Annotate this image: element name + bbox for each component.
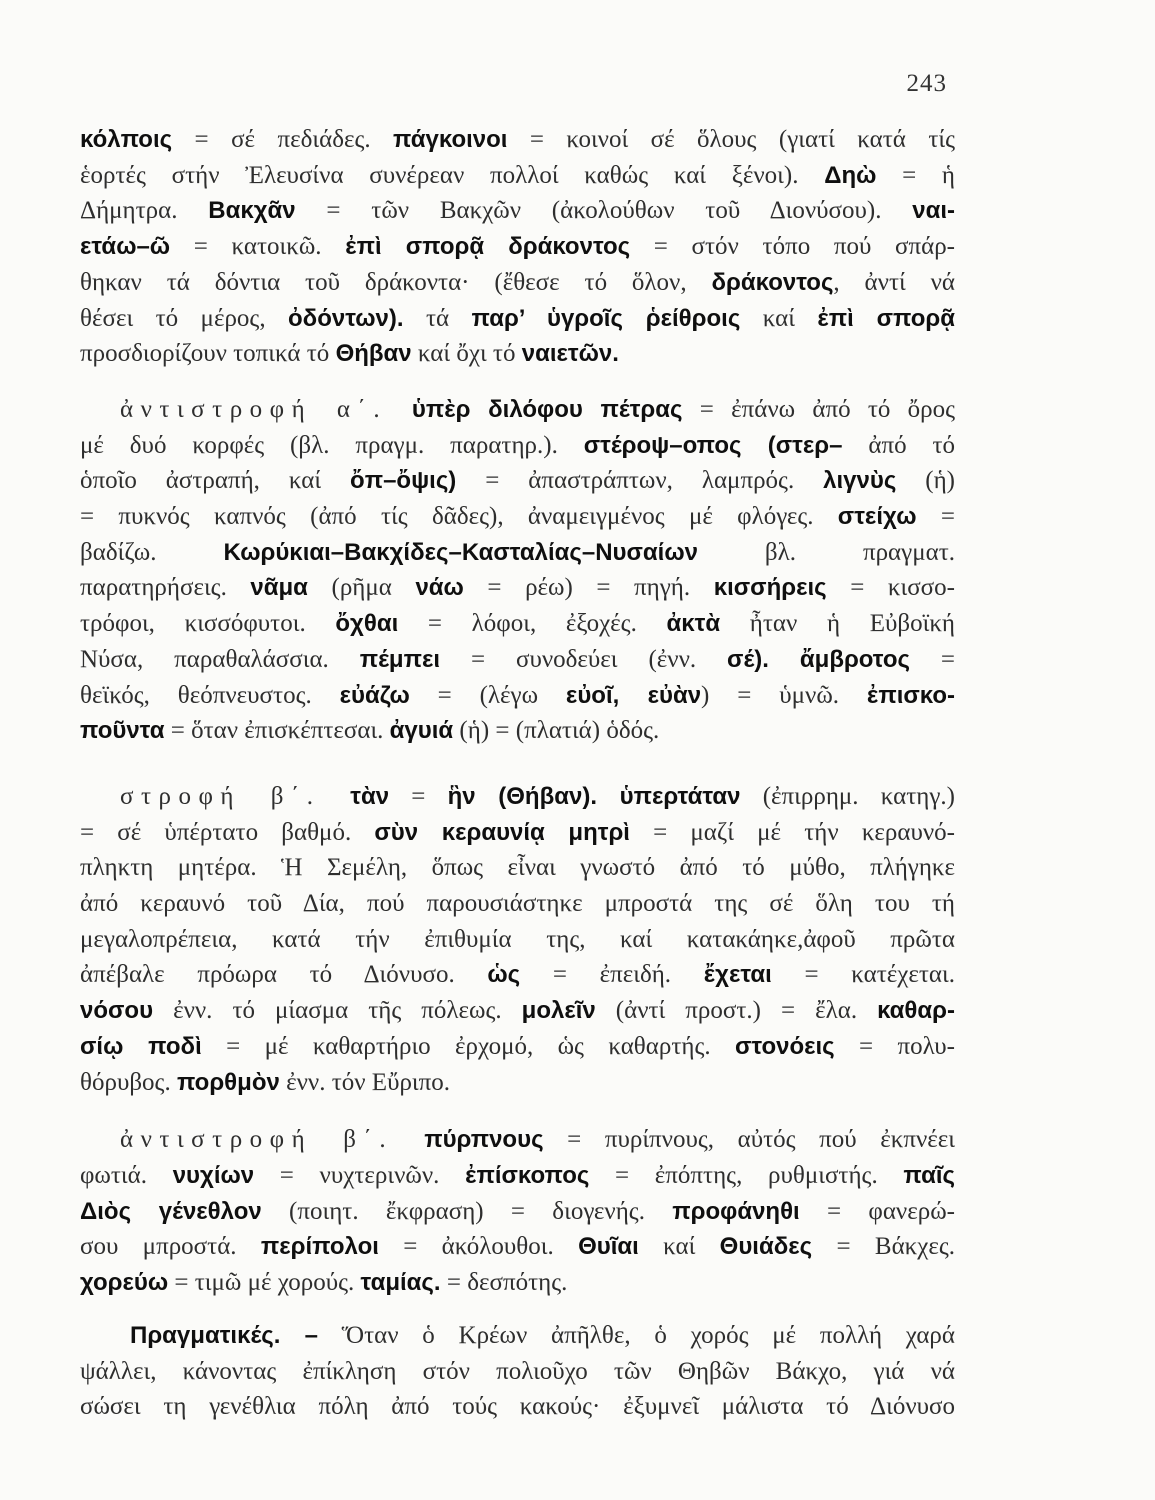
- gloss-text: = Βάκχες.: [812, 1233, 956, 1261]
- gloss-text: = λόφοι, ἐξοχές.: [398, 610, 667, 638]
- text-line: [80, 1389, 955, 1425]
- gloss-text: = ἐπάνω ἀπό τό ὄρος: [682, 395, 955, 423]
- text-line: [80, 229, 955, 265]
- headword: δράκοντος: [711, 268, 834, 296]
- headword: ναι-: [912, 197, 956, 225]
- text-line: [80, 678, 955, 714]
- headword: ὑπὲρ διλόφου πέτρας: [411, 395, 683, 423]
- gloss-text: = (λέγω: [409, 681, 566, 709]
- headword: ἀγυιά: [389, 717, 454, 745]
- gloss-text: ἀπό τό: [842, 431, 955, 459]
- gloss-text: = σέ πεδιάδες.: [172, 126, 394, 153]
- headword: λιγνὺς: [823, 467, 897, 495]
- headword: χορεύω: [80, 1269, 169, 1297]
- gloss-text: καί: [638, 1233, 720, 1261]
- gloss-text: = τιμῶ μέ χορούς.: [168, 1269, 361, 1297]
- headword: ἐπίσκοπος: [465, 1161, 590, 1189]
- gloss-text: ὁποῖο ἀστραπή, καί: [80, 467, 351, 495]
- gloss-text: τρόφοι, κισσόφυτοι.: [80, 610, 336, 638]
- gloss-text: βλ. πραγματ.: [697, 538, 955, 566]
- gloss-text: ἑορτές στήν Ἐλευσίνα συνέρεαν πολλοί καθώς καί ξένοι).: [80, 161, 825, 189]
- gloss-text: = σέ ὑπέρτατο βαθμό.: [80, 818, 375, 846]
- gloss-text: ἀπέβαλε πρόωρα τό Διόνυσο.: [80, 961, 488, 989]
- text-line: [80, 1122, 955, 1158]
- headword: πορθμὸν: [176, 1068, 280, 1096]
- gloss-text: ψάλλει, κάνοντας ἐπίκληση στόν πολιοῦχο τῶν Θηβῶν Βάκχο, γιά νά: [80, 1357, 955, 1385]
- gloss-text: = δεσπότης.: [440, 1269, 568, 1297]
- text-line: [80, 1158, 955, 1194]
- gloss-text: = ὅταν ἐπισκέπτεσαι.: [164, 717, 390, 745]
- text-line: [80, 301, 955, 337]
- text-line: [80, 1065, 955, 1101]
- gloss-text: (ἡ): [896, 467, 955, 495]
- gloss-text: μεγαλοπρέπεια, κατά τήν ἐπιθυμία της, καί κατακάηκε,ἀφοῦ πρῶτα: [80, 925, 955, 953]
- headword: Βακχᾶν: [208, 197, 296, 225]
- gloss-text: = κοινοί σέ ὅλους (γιατί κατά τίς: [507, 126, 955, 153]
- text-line: [80, 265, 955, 301]
- gloss-text: = πολυ-: [834, 1032, 955, 1060]
- headword: σέ).: [727, 645, 769, 673]
- text-line: [80, 570, 955, 606]
- gloss-text: = τῶν Βακχῶν (ἀκολούθων τοῦ Διονύσου).: [295, 197, 913, 225]
- gloss-text: = συνοδεύει (ἐνν.: [440, 645, 728, 673]
- gloss-text: καί: [740, 304, 818, 332]
- headword: νᾶμα: [250, 574, 308, 602]
- gloss-text: = ἡ: [876, 161, 955, 189]
- gloss-text: (ἡ) = (πλατιά) ὁδός.: [453, 717, 660, 745]
- gloss-text: = ἀκόλουθοι.: [378, 1233, 579, 1261]
- headword: ἀκτὰ: [666, 610, 721, 638]
- headword: Θυῖαι: [578, 1233, 639, 1261]
- gloss-text: ἐνν. τό μίασμα τῆς πόλεως.: [153, 997, 522, 1025]
- headword: Κωρύκιαι–Βακχίδες–Κασταλίας–Νυσαίων: [223, 538, 698, 566]
- text-line: [80, 1354, 955, 1390]
- text-line: [80, 886, 955, 922]
- gloss-text: θηκαν τά δόντια τοῦ δράκοντα· (ἔθεσε τό ὅλον,: [80, 268, 712, 296]
- gloss-text: = κισσο-: [826, 574, 955, 602]
- headword: πάγκοινοι: [393, 126, 508, 153]
- headword: ἄμβροτος: [799, 645, 910, 673]
- text-line: [80, 392, 955, 428]
- headword: ἐπὶ σπορᾷ δράκοντος: [345, 233, 631, 261]
- text-line: [80, 606, 955, 642]
- headword: σὺν κεραυνίᾳ μητρὶ: [374, 818, 630, 846]
- headword: στέροψ–οπος (στερ–: [583, 431, 843, 459]
- headword: ὄπ–ὄψις): [350, 467, 457, 495]
- text-line: [80, 1029, 955, 1065]
- text-line: [80, 993, 955, 1029]
- headword: νάω: [415, 574, 464, 602]
- text-line: [80, 1229, 955, 1265]
- gloss-text: = νυχτερινῶν.: [254, 1161, 466, 1189]
- headword: παῖς: [903, 1161, 955, 1189]
- gloss-text: (ποιητ. ἔκφραση) = διογενής.: [261, 1197, 673, 1225]
- gloss-text: τά: [403, 304, 472, 332]
- page-body: [80, 122, 955, 1425]
- section-label: ἀντιστροφή β΄.: [120, 1126, 425, 1154]
- headword: κισσήρεις: [713, 574, 827, 602]
- gloss-text: ἦταν ἡ Εὐβοϊκή: [720, 610, 955, 638]
- gloss-text: ) = ὑμνῶ.: [701, 681, 867, 709]
- headword: ὄχθαι: [335, 610, 399, 638]
- gloss-text: (ἐπιρρημ. κατηγ.): [740, 782, 955, 810]
- gloss-text: = ἀπαστράπτων, λαμπρός.: [456, 467, 824, 495]
- gloss-text: (ρῆμα: [307, 574, 416, 602]
- headword: πέμπει: [359, 645, 441, 673]
- gloss-text: φωτιά.: [80, 1161, 173, 1189]
- text-line: [80, 922, 955, 958]
- text-line: [80, 1318, 955, 1354]
- gloss-text: = κατοικῶ.: [170, 233, 346, 261]
- gloss-text: = πυκνός καπνός (ἀπό τίς δᾶδες), ἀναμειγμένος μέ φλόγες.: [80, 503, 838, 531]
- gloss-text: , ἀντί νά: [833, 268, 955, 296]
- headword: παρ’ ὑγροῖς ῥείθροις: [471, 304, 741, 332]
- gloss-text: καί ὄχι τό: [411, 340, 522, 368]
- text-line: [80, 815, 955, 851]
- headword: ὡς: [487, 961, 521, 989]
- headword: ναιετῶν.: [521, 340, 619, 368]
- paragraph: [80, 1318, 955, 1425]
- headword: περίπολοι: [260, 1233, 379, 1261]
- gloss-text: σου μπροστά.: [80, 1233, 261, 1261]
- headword: Διὸς γένεθλον: [80, 1197, 262, 1225]
- text-line: [80, 193, 955, 229]
- gloss-text: = ἐπειδή.: [520, 961, 704, 989]
- gloss-text: = μαζί μέ τήν κεραυνό-: [629, 818, 955, 846]
- text-line: [80, 158, 955, 194]
- text-line: [80, 499, 955, 535]
- gloss-text: παρατηρήσεις.: [80, 574, 251, 602]
- section-heading: Πραγματικές. –: [130, 1321, 318, 1349]
- section-label: ἀντιστροφή α΄.: [120, 395, 412, 423]
- text-line: [80, 122, 955, 158]
- gloss-text: θεϊκός, θεόπνευστος.: [80, 681, 340, 709]
- headword: στείχω: [837, 503, 917, 531]
- text-line: [80, 336, 955, 372]
- paragraph: [80, 122, 955, 372]
- headword: ἐπισκο-: [866, 681, 956, 709]
- gloss-text: Νύσα, παραθαλάσσια.: [80, 645, 360, 673]
- text-line: [80, 957, 955, 993]
- headword: εὐάζω: [339, 681, 410, 709]
- text-line: [80, 535, 955, 571]
- gloss-text: =: [909, 645, 956, 673]
- headword: μολεῖν: [521, 997, 596, 1025]
- gloss-text: = πυρίπνους, αὐτός πού ἐκπνέει: [543, 1126, 955, 1154]
- gloss-text: = ἐπόπτης, ρυθμιστής.: [589, 1161, 904, 1189]
- gloss-text: βαδίζω.: [80, 538, 224, 566]
- text-line: [80, 1194, 955, 1230]
- gloss-text: Δήμητρα.: [80, 197, 209, 225]
- headword: σίῳ ποδὶ: [80, 1032, 202, 1060]
- gloss-text: προσδιορίζουν τοπικά τό: [80, 340, 336, 368]
- paragraph: [80, 779, 955, 1100]
- gloss-text: πληκτη μητέρα. Ἡ Σεμέλη, ὅπως εἶναι γνωστό ἀπό τό μύθο, πλήγηκε: [80, 854, 955, 882]
- gloss-text: =: [916, 503, 955, 531]
- headword: ποῦντα: [80, 717, 165, 745]
- gloss-text: = στόν τόπο πού σπάρ-: [630, 233, 955, 261]
- headword: ταμίας.: [360, 1269, 441, 1297]
- gloss-text: ἀπό κεραυνό τοῦ Δία, πού παρουσιάστηκε μπροστά της σέ ὅλη του τή: [80, 890, 955, 918]
- gloss-text: (ἀντί προστ.) = ἔλα.: [595, 997, 878, 1025]
- gloss-text: Ὅταν ὁ Κρέων ἀπῆλθε, ὁ χορός μέ πολλή χαρά: [317, 1321, 955, 1349]
- headword: κόλποις: [80, 126, 173, 153]
- text-line: [80, 428, 955, 464]
- headword: ἔχεται: [703, 961, 772, 989]
- gloss-text: θέσει τό μέρος,: [80, 304, 288, 332]
- gloss-text: μέ δυό κορφές (βλ. πραγμ. παρατηρ.).: [80, 431, 584, 459]
- headword: εὐοῖ, εὐὰν: [565, 681, 702, 709]
- gloss-text: = ρέω) = πηγή.: [463, 574, 714, 602]
- section-label: στροφή β΄.: [120, 782, 351, 810]
- text-line: [80, 850, 955, 886]
- paragraph: [80, 1122, 955, 1301]
- headword: πύρπνους: [424, 1126, 544, 1154]
- text-line: [80, 713, 955, 749]
- headword: προφάνηθι: [672, 1197, 800, 1225]
- headword: καθαρ-: [877, 997, 955, 1025]
- gloss-text: =: [389, 782, 448, 810]
- gloss-text: = κατέχεται.: [771, 961, 956, 989]
- headword: Θυιάδες: [719, 1233, 813, 1261]
- headword: ἐπὶ σπορᾷ: [817, 304, 956, 332]
- text-line: [80, 463, 955, 499]
- headword: ὀδόντων).: [287, 304, 404, 332]
- headword: τὰν: [350, 782, 390, 810]
- gloss-text: θόρυβος.: [80, 1068, 177, 1096]
- headword: νόσου: [80, 997, 154, 1025]
- headword: νυχίων: [172, 1161, 255, 1189]
- headword: Δηὼ: [824, 161, 877, 189]
- headword: Θήβαν: [335, 340, 412, 368]
- text-line: [80, 779, 955, 815]
- paragraph: [80, 392, 955, 749]
- text-line: [80, 642, 955, 678]
- gloss-text: ἐνν. τόν Εὔριπο.: [279, 1068, 451, 1096]
- gloss-text: [769, 646, 800, 673]
- gloss-text: = μέ καθαρτήριο ἐρχομό, ὡς καθαρτής.: [201, 1032, 735, 1060]
- page-number: 243: [906, 70, 947, 97]
- headword: ἣν (Θήβαν). ὑπερτάταν: [447, 782, 741, 810]
- headword: στονόεις: [734, 1032, 835, 1060]
- text-line: [80, 1265, 955, 1301]
- headword: ετάω–ῶ: [80, 233, 171, 261]
- gloss-text: σώσει τη γενέθλια πόλη ἀπό τούς κακούς· ἐξυμνεῖ μάλιστα τό Διόνυσο: [80, 1393, 955, 1421]
- gloss-text: = φανερώ-: [799, 1197, 955, 1225]
